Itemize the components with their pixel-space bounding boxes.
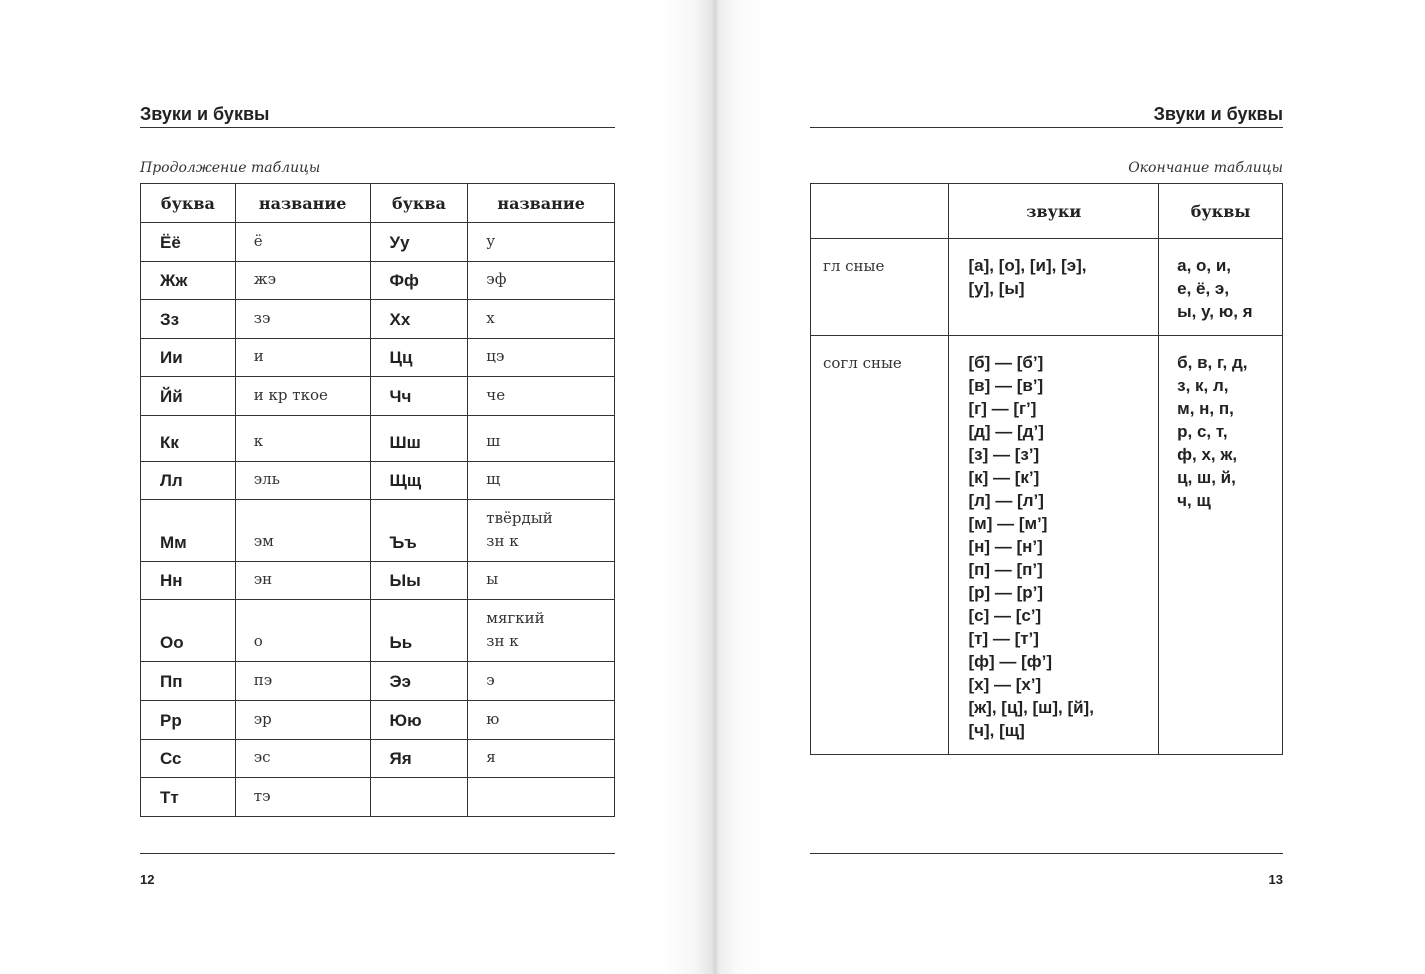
header-letter-1: буква: [141, 184, 236, 223]
alphabet-table: [140, 183, 615, 817]
letter-name-cell: [468, 662, 615, 701]
letter-name-cell: [468, 462, 615, 500]
left-running-head: Звуки и буквы: [140, 104, 270, 124]
sound-pair: [ф] — [ф’]: [968, 652, 1053, 671]
letter-name-cell: [235, 778, 370, 817]
table-row: [141, 462, 615, 500]
letter-name-cell: [468, 262, 615, 300]
sound-pair: [т] — [т’]: [968, 629, 1039, 648]
vowels-label: гл сные: [811, 239, 949, 336]
letter-name: эф: [486, 270, 507, 288]
letter-name-cell: [235, 223, 370, 262]
letter-cell: Мм: [141, 500, 236, 562]
letter-cell: Жж: [141, 262, 236, 300]
letter-name: эм: [253, 532, 274, 550]
table-row: [141, 339, 615, 377]
right-table-caption: Окончание таблицы: [1128, 160, 1283, 176]
sound-pair: [б] — [б’]: [968, 353, 1044, 372]
letter-name-cell: [468, 500, 615, 562]
letter-name-cell: [468, 377, 615, 416]
table-row: [141, 223, 615, 262]
vowels-row: [811, 239, 1283, 336]
letter-name: зэ: [253, 309, 271, 327]
letters-line: р, с, т,: [1177, 422, 1228, 441]
right-page-number: 13: [1268, 872, 1283, 887]
letters-line: ы, у, ю, я: [1177, 302, 1253, 321]
table-row: [141, 701, 615, 740]
letter-name-cell: [235, 377, 370, 416]
letter-cell: Уу: [370, 223, 468, 262]
vowel-sounds-cell: [949, 239, 1159, 336]
sounds-letters-table: [810, 183, 1283, 755]
header-empty: [811, 184, 949, 239]
letter-name: ё: [253, 232, 263, 250]
letter-name-cell: [235, 701, 370, 740]
letter-cell: Лл: [141, 462, 236, 500]
sound-line: [ч], [щ]: [968, 721, 1025, 740]
letter-cell: Ээ: [370, 662, 468, 701]
letter-name: к: [253, 432, 264, 450]
letter-cell: Ыы: [370, 562, 468, 600]
table-row: [141, 262, 615, 300]
letter-name-cell: [235, 262, 370, 300]
letter-name: х: [486, 309, 495, 327]
letter-cell: Цц: [370, 339, 468, 377]
consonant-letters-cell: [1159, 336, 1283, 755]
letter-name: зн к: [486, 532, 519, 550]
letter-name: я: [486, 748, 496, 766]
letter-name-cell: [235, 339, 370, 377]
sound-pair: [д] — [д’]: [968, 422, 1044, 441]
table-row: [141, 416, 615, 462]
letter-cell: Чч: [370, 377, 468, 416]
table-row: [141, 740, 615, 778]
letter-cell: Кк: [141, 416, 236, 462]
letter-name-cell: [468, 600, 615, 662]
sound-pair: [р] — [р’]: [968, 583, 1044, 602]
letter-name: эс: [253, 748, 271, 766]
letters-line: з, к, л,: [1177, 376, 1229, 395]
letter-cell: Нн: [141, 562, 236, 600]
consonants-row: [811, 336, 1283, 755]
sound-pair: [з] — [з’]: [968, 445, 1040, 464]
table-row: [141, 300, 615, 339]
letter-cell: Яя: [370, 740, 468, 778]
letter-cell: Пп: [141, 662, 236, 701]
letter-name: пэ: [253, 671, 273, 689]
letter-name: цэ: [486, 347, 505, 365]
table-row: [141, 500, 615, 562]
letter-name-cell: [235, 600, 370, 662]
letter-name: мягкий: [486, 609, 545, 627]
alphabet-table-header: [141, 184, 615, 223]
sound-pair: [л] — [л’]: [968, 491, 1044, 510]
letter-name-cell: [235, 300, 370, 339]
letter-cell: Юю: [370, 701, 468, 740]
letter-name-cell: [235, 416, 370, 462]
header-letters: буквы: [1159, 184, 1283, 239]
letter-name: и кр ткое: [253, 386, 328, 404]
letter-name: эн: [253, 570, 273, 588]
letter-cell: Хх: [370, 300, 468, 339]
letter-name-cell: [235, 500, 370, 562]
table-row: [141, 562, 615, 600]
letter-name: жэ: [253, 270, 276, 288]
sounds-table-header: [811, 184, 1283, 239]
letter-name-cell: [235, 562, 370, 600]
letter-cell: [370, 778, 468, 817]
sound-pair: [п] — [п’]: [968, 560, 1043, 579]
letter-cell: Ёё: [141, 223, 236, 262]
letter-cell: Сс: [141, 740, 236, 778]
sound-pair: [с] — [с’]: [968, 606, 1042, 625]
right-head-rule: [810, 127, 1283, 128]
sound-pair: [м] — [м’]: [968, 514, 1048, 533]
letter-name: эль: [253, 470, 280, 488]
letter-name: твёрдый: [486, 509, 553, 527]
letter-name-cell: [468, 223, 615, 262]
right-foot-rule: [810, 853, 1283, 854]
table-row: [141, 662, 615, 701]
letter-name-cell: [468, 562, 615, 600]
header-name-1: название: [235, 184, 370, 223]
sound-pair: [н] — [н’]: [968, 537, 1043, 556]
sound-pair: [к] — [к’]: [968, 468, 1040, 487]
left-table-caption: Продолжение таблицы: [140, 160, 321, 176]
letter-name: о: [253, 632, 263, 650]
letter-name: ш: [486, 432, 501, 450]
letter-name-cell: [235, 462, 370, 500]
letter-name-cell: [468, 701, 615, 740]
sound-line: [у], [ы]: [968, 279, 1025, 298]
table-row: [141, 377, 615, 416]
letter-cell: Ьь: [370, 600, 468, 662]
header-letter-2: буква: [370, 184, 468, 223]
letter-cell: Щщ: [370, 462, 468, 500]
letters-line: а, о, и,: [1177, 256, 1232, 275]
letter-cell: Тт: [141, 778, 236, 817]
letter-name: тэ: [253, 787, 271, 805]
letter-name: зн к: [486, 632, 519, 650]
letter-name: и: [253, 347, 264, 365]
sound-line: [ж], [ц], [ш], [й],: [968, 698, 1094, 717]
letter-cell: Оо: [141, 600, 236, 662]
left-foot-rule: [140, 853, 615, 854]
letter-cell: Зз: [141, 300, 236, 339]
letter-name: ю: [486, 710, 500, 728]
letter-name: эр: [253, 710, 272, 728]
sound-pair: [в] — [в’]: [968, 376, 1044, 395]
letter-cell: Ии: [141, 339, 236, 377]
letter-cell: Рр: [141, 701, 236, 740]
letter-cell: Шш: [370, 416, 468, 462]
right-running-head: Звуки и буквы: [1153, 104, 1283, 124]
vowel-letters-cell: [1159, 239, 1283, 336]
left-page-number: 12: [140, 872, 155, 887]
letters-line: б, в, г, д,: [1177, 353, 1248, 372]
table-row: [141, 778, 615, 817]
header-name-2: название: [468, 184, 615, 223]
letter-name-cell: [468, 778, 615, 817]
letter-name-cell: [468, 740, 615, 778]
sound-pair: [г] — [г’]: [968, 399, 1037, 418]
sound-line: [а], [о], [и], [э],: [968, 256, 1087, 275]
consonants-label: согл сные: [811, 336, 949, 755]
letter-name-cell: [468, 416, 615, 462]
letter-name-cell: [235, 740, 370, 778]
left-page: [0, 0, 712, 974]
letter-name: э: [486, 671, 495, 689]
letter-name-cell: [235, 662, 370, 701]
letter-cell: Йй: [141, 377, 236, 416]
letters-line: ц, ш, й,: [1177, 468, 1236, 487]
consonant-sounds-cell: [949, 336, 1159, 755]
letter-name: у: [486, 232, 496, 250]
letters-line: ф, х, ж,: [1177, 445, 1238, 464]
sound-pair: [х] — [х’]: [968, 675, 1042, 694]
letters-line: ч, щ: [1177, 491, 1211, 510]
letters-line: е, ё, э,: [1177, 279, 1230, 298]
letters-line: м, н, п,: [1177, 399, 1234, 418]
letter-name: че: [486, 386, 506, 404]
left-head-rule: [140, 127, 615, 128]
letter-cell: Ъъ: [370, 500, 468, 562]
letter-name-cell: [468, 300, 615, 339]
letter-name-cell: [468, 339, 615, 377]
table-row: [141, 600, 615, 662]
letter-cell: Фф: [370, 262, 468, 300]
letter-name: щ: [486, 470, 501, 488]
letter-name: ы: [486, 570, 499, 588]
header-sounds: звуки: [949, 184, 1159, 239]
